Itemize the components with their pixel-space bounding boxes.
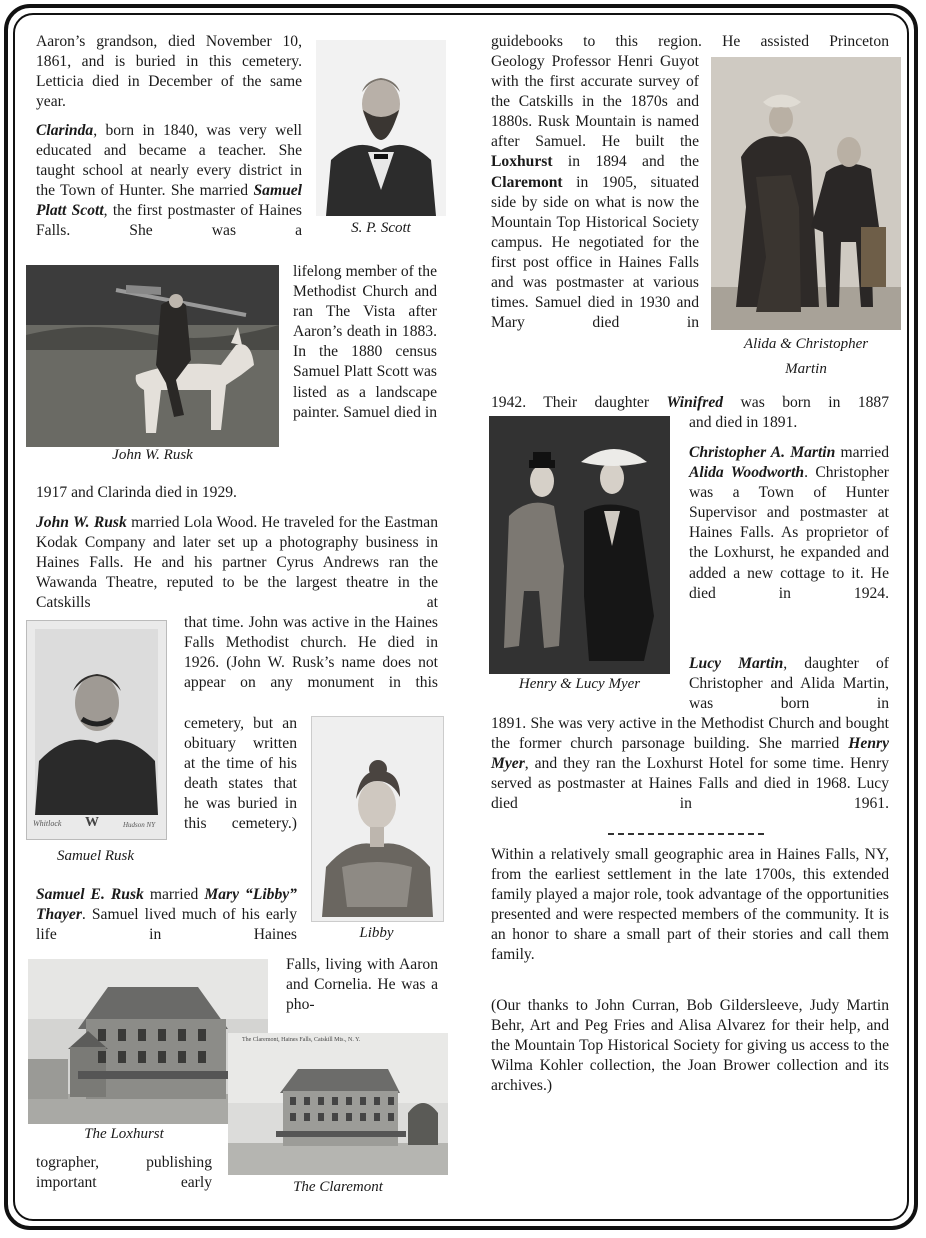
photo-samuel-rusk <box>26 620 167 840</box>
para-aaron-grandson: Aaron’s grandson, died November 10, 1861, and is buried in this cemetery. Letticia died in December of the same year. <box>36 33 302 111</box>
caption-loxhurst: The Loxhurst <box>84 1126 164 1142</box>
para-clarinda-mid: lifelong member of the Methodist Church and ran The Vista after Aaron’s death in 1883. In the 1880 census Samuel Platt Scott was listed as a landscape painter. Samuel died in <box>293 263 437 421</box>
caption-alida-christopher-1: Alida & Christopher <box>743 336 869 352</box>
para-samuel-rusk-cont: Falls, living with Aaron and Cornelia. He was a pho- <box>286 956 438 1014</box>
photo-claremont <box>228 1033 448 1175</box>
para-john-rusk-top: John W. Rusk married Lola Wood. He traveled for the Eastman Kodak Company and later set up a photography business in Haines Falls. He and his partner Cyrus Andrews ran the Wawanda Theatre, reputed to be the largest theatre in the Catskills at <box>36 514 438 612</box>
para-closing: Within a relatively small geographic area in Haines Falls, NY, from the earliest settlement in the late 1700s, this extended family played a major role, took advantage of the opportunities presented and were respected members of the community. It is an honor to share a small part of their stories and call them family. <box>491 846 889 964</box>
para-clarinda-top: Clarinda, born in 1840, was very well educated and became a teacher. She taught school at nearly every district in the Town of Hunter. She married Samuel Platt Scott, the first postmaster of Haines Falls. She was a <box>36 122 302 240</box>
para-lucy-martin: 1891. She was very active in the Methodist Church and bought the former church parsonage building. She married Henry Myer, and they ran the Loxhurst Hotel for some time. Henry served as postmaster at Haines Falls and died in 1968. Lucy died in 1961. <box>491 715 889 813</box>
studio-monogram: W <box>85 815 99 830</box>
photo-sp-scott <box>316 40 446 216</box>
para-john-rusk-end: cemetery, but an obituary written at the time of his death states that he was buried in this cemetery.) <box>184 715 297 833</box>
para-clarinda-end: 1917 and Clarinda died in 1929. <box>36 484 237 501</box>
para-john-rusk-mid: that time. John was active in the Haines Falls Methodist church. He died in 1926. (John W. Rusk’s name does not appear on any monument in this <box>184 614 438 692</box>
caption-libby: Libby <box>359 925 394 941</box>
photo-alida-christopher <box>711 57 901 330</box>
photo-libby <box>311 716 444 922</box>
para-lucy-martin-top: Lucy Martin, daughter of Christopher and Alida Martin, was born in <box>689 655 889 713</box>
caption-alida-christopher-2: Martin <box>785 361 827 377</box>
para-samuel-rusk-end: tographer, publishing important early <box>36 1154 212 1192</box>
caption-claremont: The Claremont <box>293 1179 383 1195</box>
studio-name-right: Hudson NY <box>123 821 156 829</box>
para-christopher-martin: Christopher A. Martin married Alida Woodworth. Christopher was a Town of Hunter Supervisor and postmaster at Haines Falls. As proprietor of the Loxhurst, he expanded and added a new cottage to it. He died in 1924. <box>689 444 889 602</box>
para-winifred-end: and died in 1891. <box>689 414 798 431</box>
postcard-title: The Claremont, Haines Falls, Catskill Mts., N. Y. <box>242 1037 361 1043</box>
photo-henry-lucy <box>489 416 670 674</box>
caption-henry-lucy: Henry & Lucy Myer <box>518 676 641 692</box>
caption-sp-scott: S. P. Scott <box>351 220 411 236</box>
photo-john-rusk <box>26 265 279 447</box>
para-samuel-rusk: Samuel E. Rusk married Mary “Libby” Thayer. Samuel lived much of his early life in Haines <box>36 886 297 944</box>
studio-name-left: Whitlock <box>33 819 62 828</box>
para-thanks: (Our thanks to John Curran, Bob Gildersleeve, Judy Martin Behr, Art and Peg Fries and Alisa Alvarez for their help, and the Mountain Top Historical Society for giving us access to the Wilma Kohler collection, the Joan Brower collection and its archives.) <box>491 997 889 1095</box>
caption-john-rusk: John W. Rusk <box>112 447 193 463</box>
caption-samuel-rusk: Samuel Rusk <box>56 848 135 864</box>
para-guidebooks-end: 1942. Their daughter Winifred was born in 1887 <box>491 394 890 411</box>
para-guidebooks-top: guidebooks to this region. He assisted Princeton <box>491 33 889 50</box>
para-guidebooks-mid: Geology Professor Henri Guyot with the first accurate survey of the Catskills in the 1870s and 1880s. Rusk Mountain is named after Samuel. He built the Loxhurst in 1894 and the Claremont in 1905, situated side by side on what is now the Mountain Top Historical Society campus. He negotiated for the first post office in Haines Falls and was postmaster at various times. Samuel died in 1930 and Mary died in <box>491 53 699 332</box>
section-divider <box>608 833 764 835</box>
